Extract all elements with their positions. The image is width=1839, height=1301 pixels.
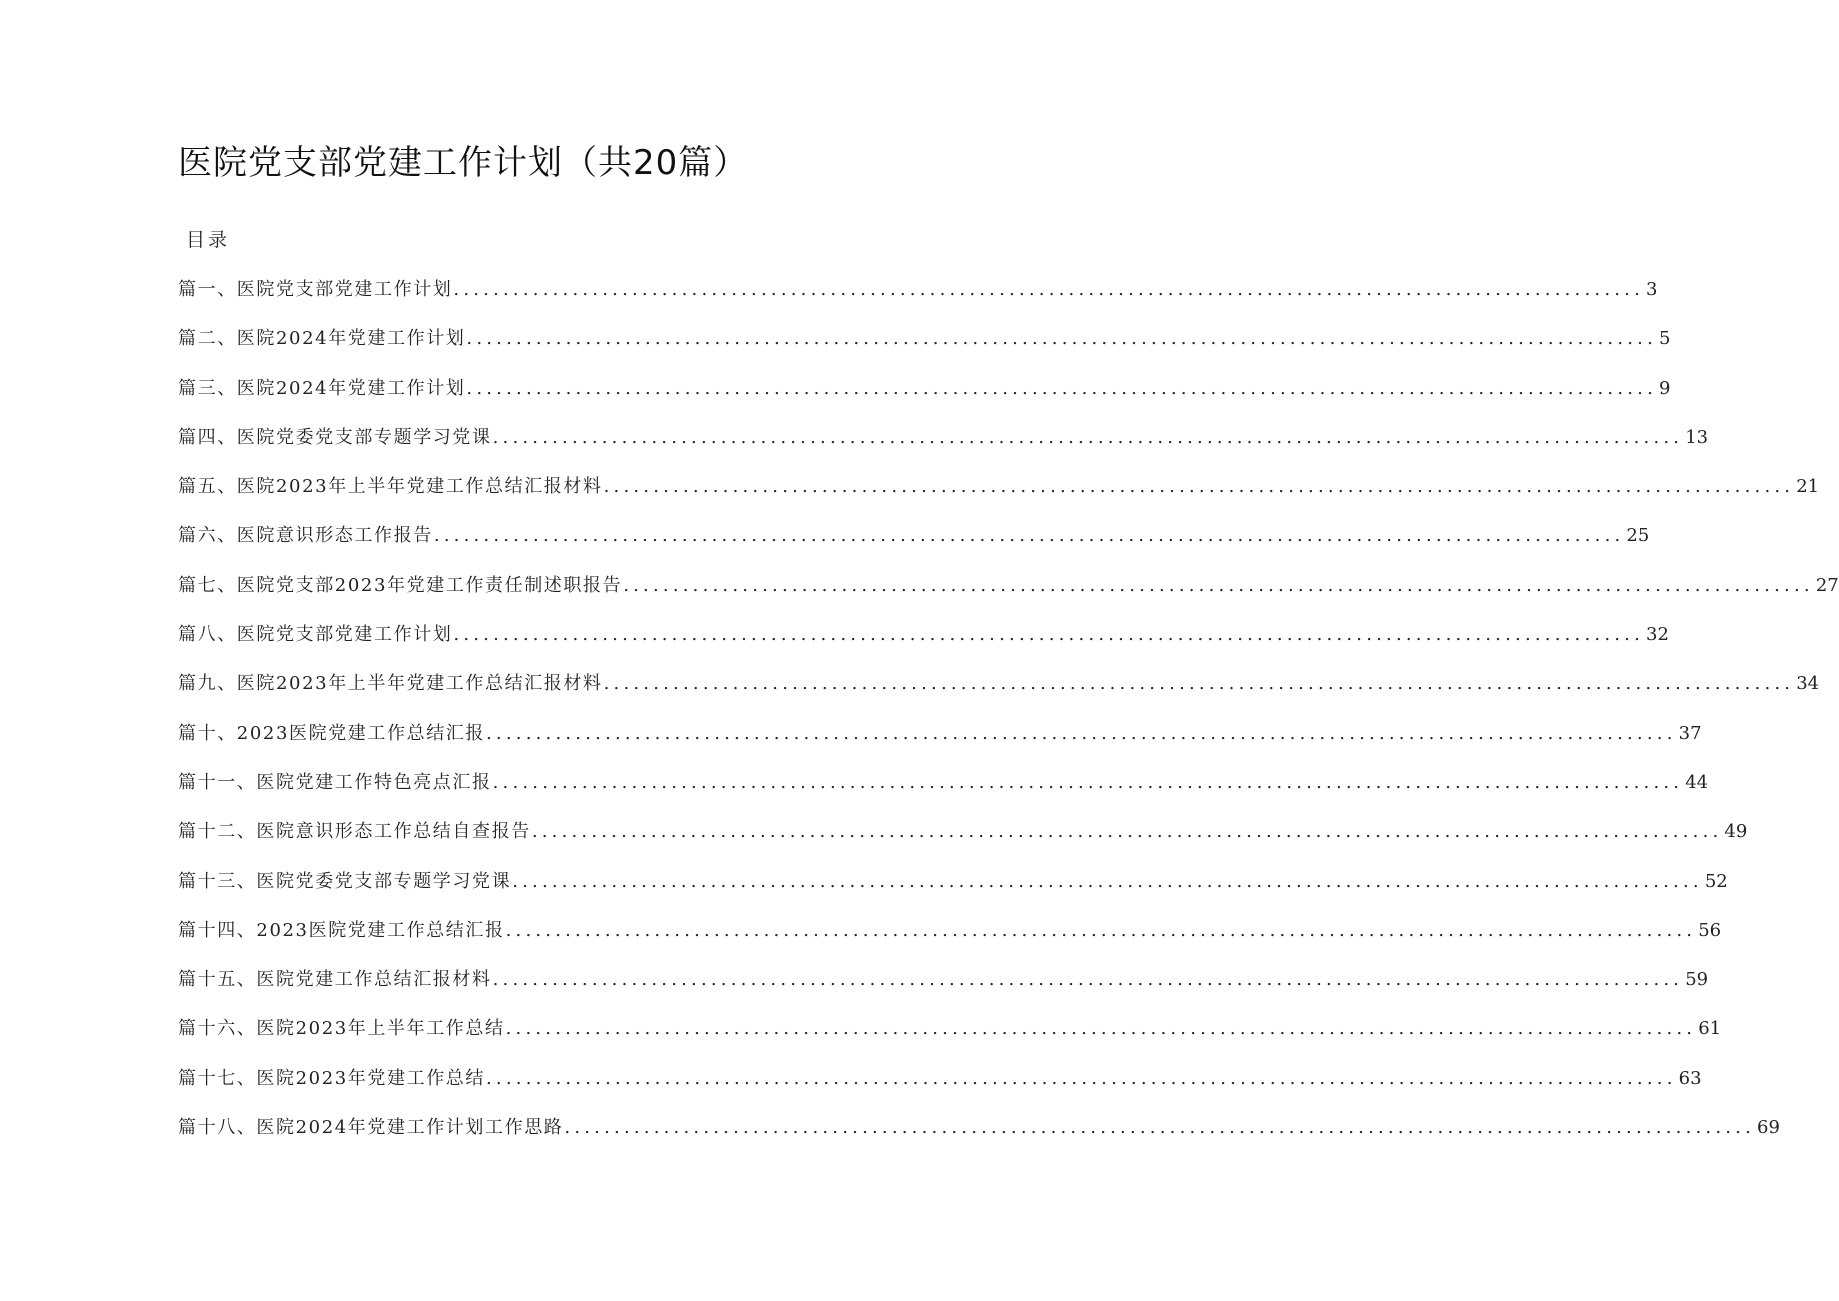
toc-entry-title: 篇九、医院2023年上半年党建工作总结汇报材料 xyxy=(178,673,603,695)
toc-dot-leader: ........................................................................................................................ xyxy=(505,919,1697,941)
toc-entry[interactable] xyxy=(178,917,1722,966)
toc-entry[interactable] xyxy=(178,276,1658,325)
toc-entry-title: 篇五、医院2023年上半年党建工作总结汇报材料 xyxy=(178,476,603,498)
toc-entry-title: 篇十四、2023医院党建工作总结汇报 xyxy=(178,919,505,941)
toc-dot-leader: ........................................................................................................................ xyxy=(453,624,1645,646)
toc-entry-title: 篇二、医院2024年党建工作计划 xyxy=(178,328,466,350)
toc-entry[interactable] xyxy=(178,473,1820,522)
toc-entry-title: 篇十八、医院2024年党建工作计划工作思路 xyxy=(178,1117,564,1139)
toc-dot-leader: ........................................................................................................................ xyxy=(623,574,1814,596)
toc-entry-title: 篇十二、医院意识形态工作总结自查报告 xyxy=(178,821,531,843)
toc-dot-leader: ........................................................................................................................ xyxy=(603,673,1795,695)
toc-entry-page-number: 5 xyxy=(1659,328,1671,350)
toc-entry-title: 篇十五、医院党建工作总结汇报材料 xyxy=(178,969,492,991)
toc-entry-title: 篇十、2023医院党建工作总结汇报 xyxy=(178,722,486,744)
toc-entry[interactable] xyxy=(178,621,1669,670)
toc-entry[interactable] xyxy=(178,1114,1780,1163)
toc-dot-leader: ........................................................................................................................ xyxy=(486,722,1677,744)
toc-dot-leader: ........................................................................................................................ xyxy=(433,525,1625,547)
toc-dot-leader: ........................................................................................................................ xyxy=(466,377,1658,399)
toc-dot-leader: ........................................................................................................................ xyxy=(492,969,1684,991)
toc-entry-page-number: 3 xyxy=(1646,279,1658,300)
toc-entry-title: 篇四、医院党委党支部专题学习党课 xyxy=(178,426,492,448)
document-title: 医院党支部党建工作计划（共20篇） xyxy=(178,143,749,183)
toc-dot-leader: ........................................................................................................................ xyxy=(564,1117,1756,1139)
toc-entry-page-number: 25 xyxy=(1626,525,1650,547)
toc-entry-page-number: 59 xyxy=(1685,969,1709,991)
toc-entry-page-number: 49 xyxy=(1724,821,1748,843)
toc-entry[interactable] xyxy=(178,1015,1722,1064)
toc-entry-title: 篇七、医院党支部2023年党建工作责任制述职报告 xyxy=(178,574,623,596)
toc-dot-leader: ........................................................................................................................ xyxy=(512,870,1703,892)
toc-entry-page-number: 34 xyxy=(1796,673,1820,695)
toc-dot-leader: ........................................................................................................................ xyxy=(531,821,1723,843)
toc-entry-title: 篇三、医院2024年党建工作计划 xyxy=(178,377,466,399)
toc-entry[interactable] xyxy=(178,375,1671,424)
toc-entry-page-number: 63 xyxy=(1678,1067,1702,1089)
toc-entry[interactable] xyxy=(178,818,1748,867)
toc-entry-title: 篇一、医院党支部党建工作计划 xyxy=(178,279,453,300)
toc-entry-title: 篇八、医院党支部党建工作计划 xyxy=(178,624,453,646)
toc-entry-page-number: 44 xyxy=(1685,771,1709,793)
toc-entry-title: 篇十七、医院2023年党建工作总结 xyxy=(178,1067,486,1089)
toc-entry[interactable] xyxy=(178,720,1702,769)
toc-entry-page-number: 32 xyxy=(1646,624,1669,646)
toc-entry[interactable] xyxy=(178,670,1820,719)
toc-entry[interactable] xyxy=(178,1065,1702,1114)
toc-entry-page-number: 21 xyxy=(1796,476,1820,498)
toc-entry-page-number: 27 xyxy=(1815,574,1839,596)
toc-dot-leader: ........................................................................................................................ xyxy=(453,279,1645,300)
toc-entry-page-number: 56 xyxy=(1698,919,1722,941)
toc-entry-title: 篇十一、医院党建工作特色亮点汇报 xyxy=(178,771,492,793)
toc-dot-leader: ........................................................................................................................ xyxy=(505,1018,1697,1040)
toc-entry-page-number: 61 xyxy=(1698,1018,1722,1040)
toc-entry-title: 篇十六、医院2023年上半年工作总结 xyxy=(178,1018,505,1040)
toc-entry-page-number: 69 xyxy=(1757,1117,1780,1139)
toc-dot-leader: ........................................................................................................................ xyxy=(486,1067,1677,1089)
toc-entry[interactable] xyxy=(178,424,1709,473)
toc-entry[interactable] xyxy=(178,325,1671,374)
toc-entry[interactable] xyxy=(178,522,1650,571)
toc-dot-leader: ........................................................................................................................ xyxy=(492,426,1684,448)
toc-entry-title: 篇六、医院意识形态工作报告 xyxy=(178,525,433,547)
toc-entry[interactable] xyxy=(178,868,1728,917)
toc-entry-page-number: 9 xyxy=(1659,377,1671,399)
toc-dot-leader: ........................................................................................................................ xyxy=(603,476,1795,498)
toc-entry-title: 篇十三、医院党委党支部专题学习党课 xyxy=(178,870,512,892)
table-of-contents xyxy=(178,276,1839,1163)
toc-entry[interactable] xyxy=(178,769,1709,818)
toc-entry[interactable] xyxy=(178,966,1709,1015)
toc-entry-page-number: 52 xyxy=(1704,870,1728,892)
toc-entry-page-number: 37 xyxy=(1678,722,1702,744)
toc-entry[interactable] xyxy=(178,572,1839,621)
toc-entry-page-number: 13 xyxy=(1685,426,1709,448)
toc-heading: 目录 xyxy=(186,229,231,251)
toc-dot-leader: ........................................................................................................................ xyxy=(492,771,1684,793)
toc-dot-leader: ........................................................................................................................ xyxy=(466,328,1658,350)
